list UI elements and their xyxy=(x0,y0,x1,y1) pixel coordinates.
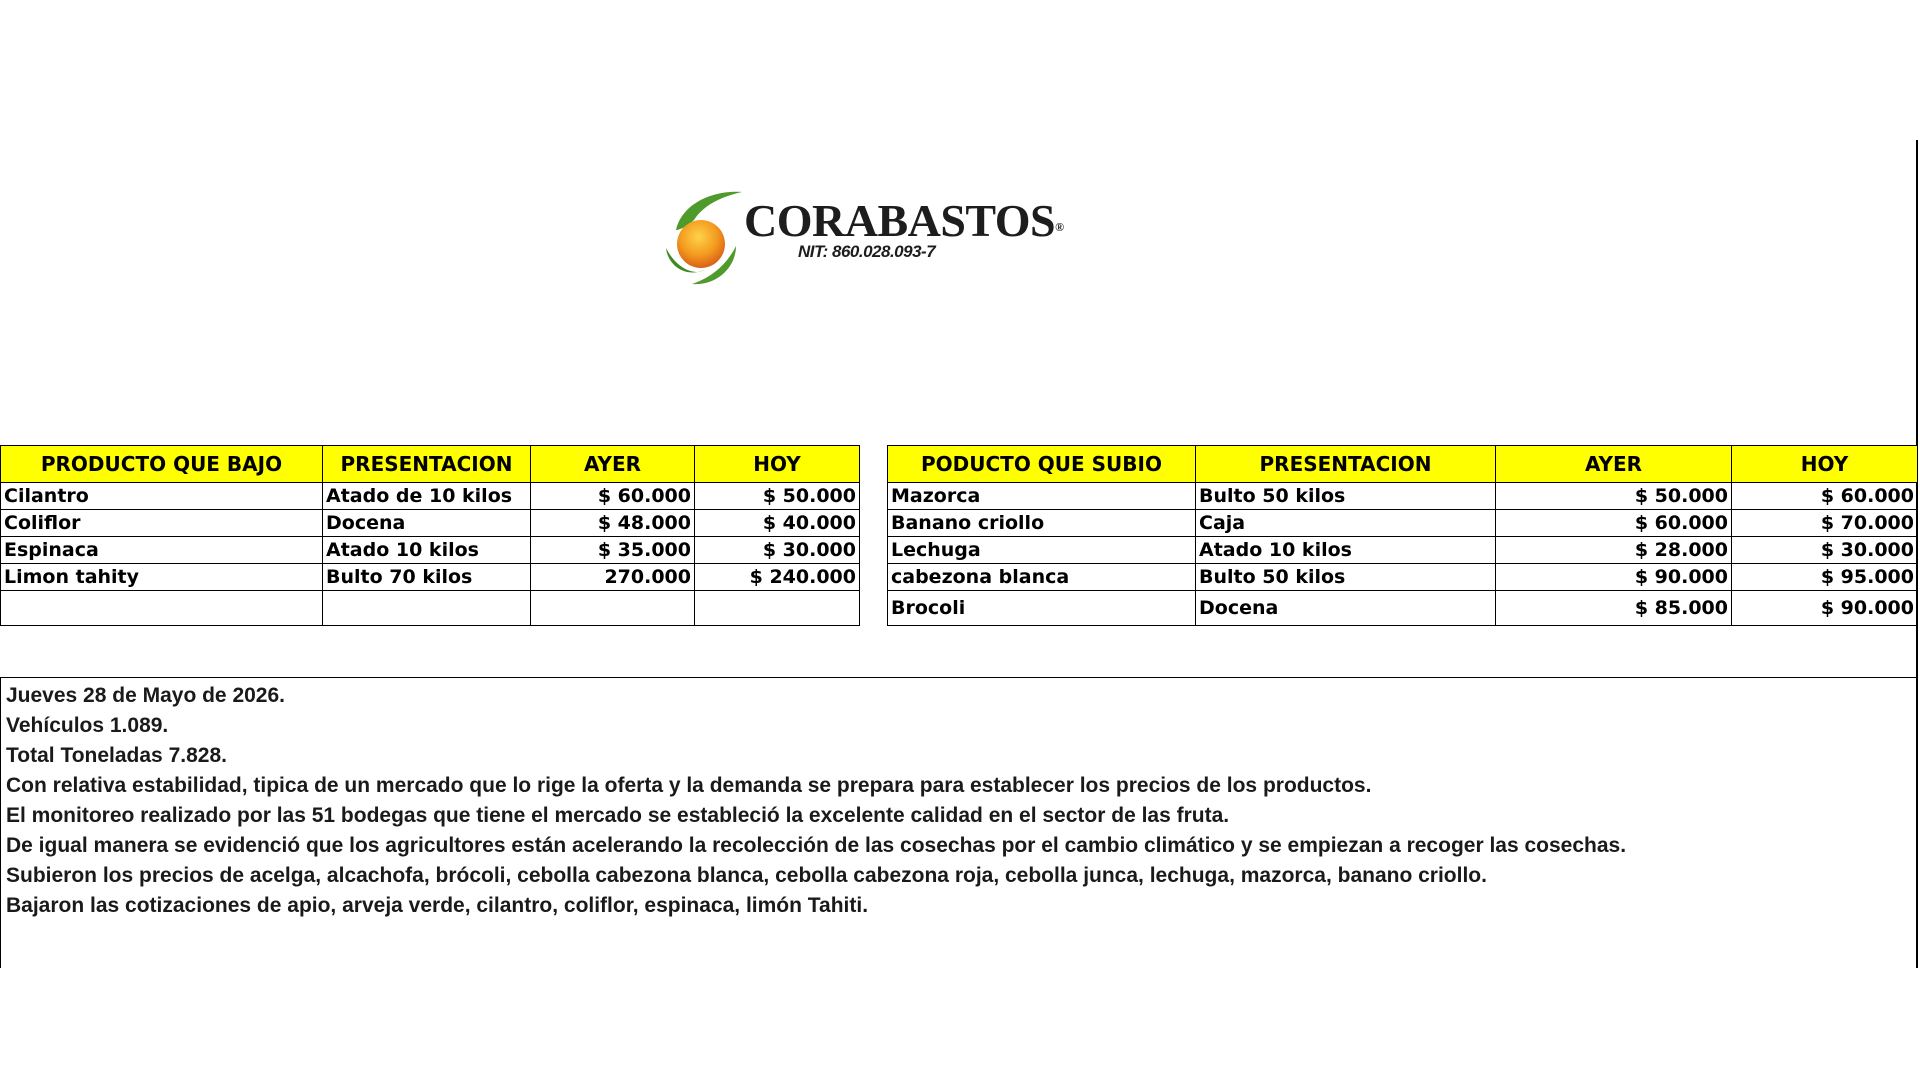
column-header: AYER xyxy=(1496,446,1732,483)
vehicles-count: Vehículos 1.089. xyxy=(6,714,169,737)
presentation-cell xyxy=(323,591,531,626)
today-price-cell: $ 95.000 xyxy=(1732,564,1918,591)
presentation-cell: Atado 10 kilos xyxy=(1196,537,1496,564)
column-header: HOY xyxy=(1732,446,1918,483)
today-price-cell: $ 70.000 xyxy=(1732,510,1918,537)
report-paragraph: Con relativa estabilidad, tipica de un mercado que lo rige la oferta y la demanda se prepara para establecer los precios de los productos. xyxy=(6,774,1372,797)
yesterday-price-cell: $ 60.000 xyxy=(531,483,695,510)
table-header-row xyxy=(888,446,1918,483)
column-header: AYER xyxy=(531,446,695,483)
corabastos-emblem-icon xyxy=(664,186,744,292)
report-date: Jueves 28 de Mayo de 2026. xyxy=(6,684,285,707)
table-row xyxy=(1,537,860,564)
rising-prices-table xyxy=(887,445,1918,626)
presentation-cell: Bulto 50 kilos xyxy=(1196,564,1496,591)
yesterday-price-cell xyxy=(531,591,695,626)
table-row xyxy=(888,591,1918,626)
report-paragraph: De igual manera se evidenció que los agricultores están acelerando la recolección de las cosechas por el cambio climático y se empiezan a recoger las cosechas. xyxy=(6,834,1627,857)
rising-products-summary: Subieron los precios de acelga, alcachofa, brócoli, cebolla cabezona blanca, cebolla cabezona roja, cebolla junca, lechuga, mazorca, banano criollo. xyxy=(6,864,1487,887)
column-header: PRODUCTO QUE BAJO xyxy=(1,446,323,483)
yesterday-price-cell: 270.000 xyxy=(531,564,695,591)
product-cell: Limon tahity xyxy=(1,564,323,591)
total-tons: Total Toneladas 7.828. xyxy=(6,744,227,767)
yesterday-price-cell: $ 85.000 xyxy=(1496,591,1732,626)
yesterday-price-cell: $ 90.000 xyxy=(1496,564,1732,591)
today-price-cell: $ 60.000 xyxy=(1732,483,1918,510)
today-price-cell: $ 90.000 xyxy=(1732,591,1918,626)
table-row xyxy=(1,510,860,537)
column-header: PRESENTACION xyxy=(1196,446,1496,483)
table-row xyxy=(1,483,860,510)
presentation-cell: Docena xyxy=(323,510,531,537)
yesterday-price-cell: $ 48.000 xyxy=(531,510,695,537)
product-cell: Coliflor xyxy=(1,510,323,537)
today-price-cell: $ 240.000 xyxy=(695,564,860,591)
product-cell xyxy=(1,591,323,626)
product-cell: Brocoli xyxy=(888,591,1196,626)
yesterday-price-cell: $ 35.000 xyxy=(531,537,695,564)
product-cell: Mazorca xyxy=(888,483,1196,510)
column-header: PRESENTACION xyxy=(323,446,531,483)
table-row xyxy=(888,483,1918,510)
presentation-cell: Caja xyxy=(1196,510,1496,537)
falling-products-summary: Bajaron las cotizaciones de apio, arveja verde, cilantro, coliflor, espinaca, limón Tahiti. xyxy=(6,894,869,917)
report-paragraph: El monitoreo realizado por las 51 bodegas que tiene el mercado se estableció la excelente calidad en el sector de las fruta. xyxy=(6,804,1230,827)
presentation-cell: Atado de 10 kilos xyxy=(323,483,531,510)
presentation-cell: Atado 10 kilos xyxy=(323,537,531,564)
presentation-cell: Bulto 50 kilos xyxy=(1196,483,1496,510)
today-price-cell: $ 40.000 xyxy=(695,510,860,537)
corabastos-logo xyxy=(664,186,1064,292)
today-price-cell: $ 50.000 xyxy=(695,483,860,510)
today-price-cell: $ 30.000 xyxy=(695,537,860,564)
column-header: PODUCTO QUE SUBIO xyxy=(888,446,1196,483)
table-row xyxy=(888,564,1918,591)
nit-number: NIT: 860.028.093-7 xyxy=(798,242,936,261)
product-cell: Espinaca xyxy=(1,537,323,564)
yesterday-price-cell: $ 60.000 xyxy=(1496,510,1732,537)
product-cell: cabezona blanca xyxy=(888,564,1196,591)
presentation-cell: Docena xyxy=(1196,591,1496,626)
column-header: HOY xyxy=(695,446,860,483)
today-price-cell xyxy=(695,591,860,626)
table-header-row xyxy=(1,446,860,483)
brand-name: CORABASTOS® xyxy=(744,195,1064,246)
table-row xyxy=(1,564,860,591)
table-row xyxy=(888,537,1918,564)
product-cell: Banano criollo xyxy=(888,510,1196,537)
product-cell: Lechuga xyxy=(888,537,1196,564)
falling-prices-table xyxy=(0,445,860,626)
product-cell: Cilantro xyxy=(1,483,323,510)
table-row-empty xyxy=(1,591,860,626)
market-report-notes xyxy=(0,677,1917,968)
presentation-cell: Bulto 70 kilos xyxy=(323,564,531,591)
yesterday-price-cell: $ 50.000 xyxy=(1496,483,1732,510)
table-row xyxy=(888,510,1918,537)
today-price-cell: $ 30.000 xyxy=(1732,537,1918,564)
yesterday-price-cell: $ 28.000 xyxy=(1496,537,1732,564)
